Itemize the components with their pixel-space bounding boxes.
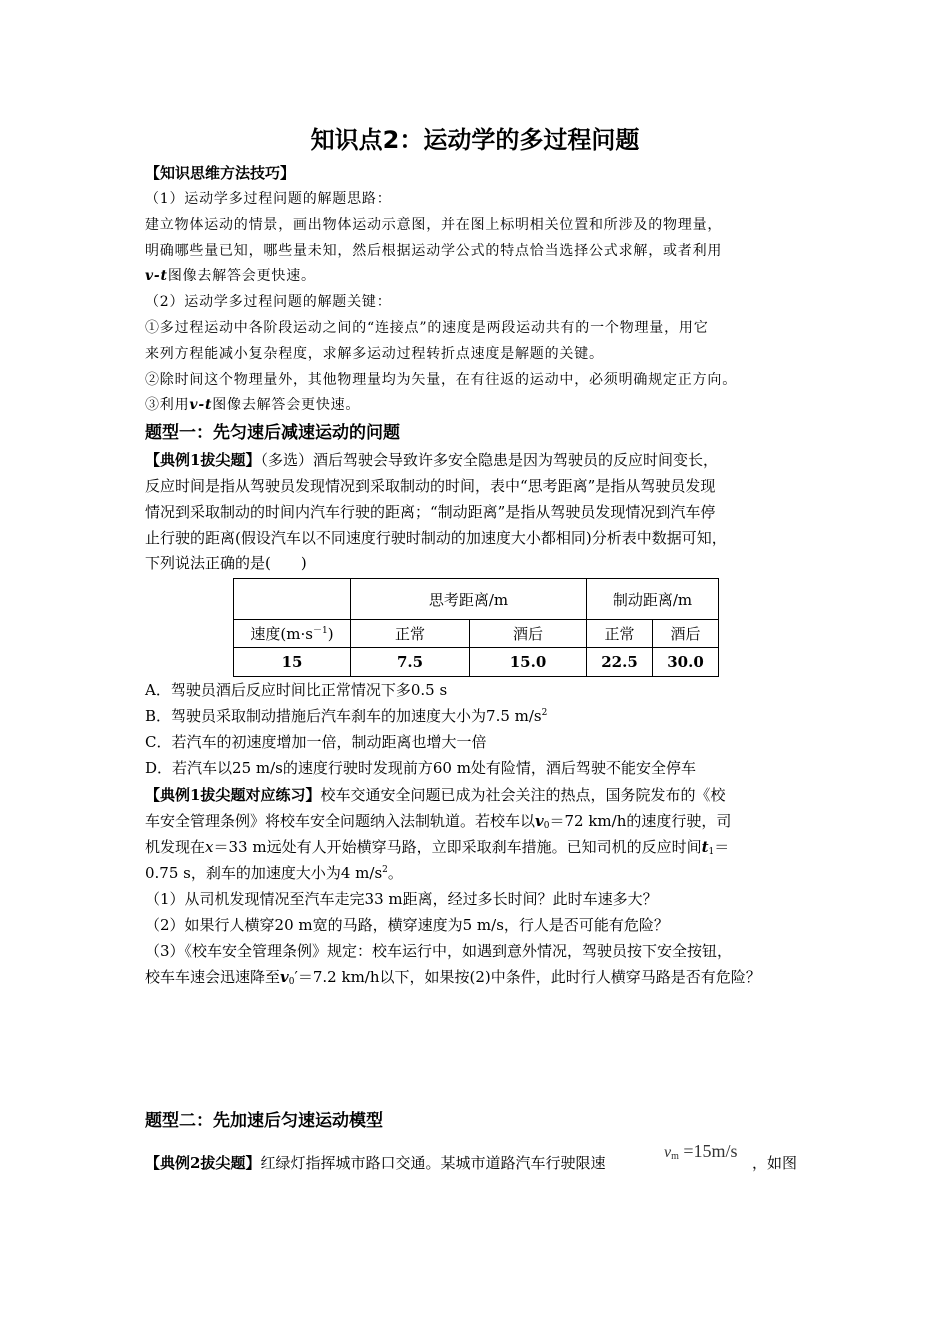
method-k2: ②除时间这个物理量外，其他物理量均为矢量，在有往返的运动中，必须明确规定正方向。 xyxy=(145,372,737,388)
method-p1-label: （1）运动学多过程问题的解题思路： xyxy=(145,191,392,207)
practice-line4-a: 0.75 s，刹车的加速度大小为4 m/s xyxy=(145,864,383,882)
q3-line2-a: 校车车速会迅速降至 xyxy=(145,968,281,986)
method-p1-line3 xyxy=(145,266,316,286)
ex1-line5: 下列说法正确的是( ) xyxy=(145,554,307,572)
speed-label-close: ) xyxy=(327,625,334,643)
method-k1-line2: 来列方程能减小复杂程度，求解多运动过程转折点速度是解题的关键。 xyxy=(145,346,604,362)
v0-prime-subscript: 0 xyxy=(288,977,295,987)
vm-subscript: m xyxy=(671,1151,679,1162)
method-k3-post: 图像去解答会更快速。 xyxy=(212,397,361,413)
method-k3-pre: ③利用 xyxy=(145,397,190,413)
cell-think-normal: 7.5 xyxy=(351,648,470,677)
x-symbol: x xyxy=(205,838,214,856)
ex2-tag: 【典例2拔尖题】 xyxy=(145,1154,261,1172)
ex1-line3: 情况到采取制动的时间内汽车行驶的距离；“制动距离”是指从驾驶员发现情况到汽车停 xyxy=(145,503,716,521)
practice-line4 xyxy=(145,863,403,883)
question-3-line2 xyxy=(145,967,761,987)
practice-line3-b: ＝33 m远处有人开始横穿马路，立即采取刹车措施。已知司机的反应时间 xyxy=(213,838,702,856)
header-think-distance: 思考距离/m xyxy=(351,579,587,620)
ex1-tag: 【典例1拔尖题】 xyxy=(145,451,261,469)
vm-formula xyxy=(664,1141,738,1162)
method-k1-line1: ①多过程运动中各阶段运动之间的“连接点”的速度是两段运动共有的一个物理量，用它 xyxy=(145,320,709,336)
ex2-text: 红绿灯指挥城市路口交通。某城市道路汽车行驶限速 xyxy=(260,1154,606,1172)
distance-table xyxy=(233,578,719,677)
table-row xyxy=(234,648,719,677)
practice-line2-b: ＝72 km/h的速度行驶，司 xyxy=(549,812,732,830)
v0-symbol: v xyxy=(535,812,544,830)
t1-symbol: t xyxy=(701,838,709,856)
method-p1-line2: 明确哪些量已知，哪些量未知，然后根据运动学公式的特点恰当选择公式求解，或者利用 xyxy=(145,243,723,259)
speed-label: 速度(m·s xyxy=(250,625,313,643)
practice-line2 xyxy=(145,811,731,831)
table-subheader-row xyxy=(234,620,719,648)
vt-symbol: v-t xyxy=(145,268,168,284)
practice-line3-c: ＝ xyxy=(714,838,730,856)
ex1-line1 xyxy=(145,450,718,470)
v0-prime-symbol: v xyxy=(280,968,289,986)
method-p2-label: （2）运动学多过程问题的解题关键： xyxy=(145,294,392,310)
cell-speed: 15 xyxy=(234,648,351,677)
type2-heading: 题型二：先加速后匀速运动模型 xyxy=(145,1111,383,1131)
table-corner-cell xyxy=(234,579,351,620)
speed-unit-exp: －1 xyxy=(312,626,328,636)
practice-line2-a: 车安全管理条例》将校车安全问题纳入法制轨道。若校车以 xyxy=(145,812,536,830)
think-normal-header: 正常 xyxy=(351,620,470,648)
option-b-text: B．驾驶员采取制动措施后汽车刹车的加速度大小为7.5 m/s xyxy=(145,707,542,725)
practice-line4-b: 。 xyxy=(387,864,403,882)
question-1: （1）从司机发现情况至汽车走完33 m距离，经过多长时间？此时车速多大？ xyxy=(145,890,658,908)
cell-think-drunk: 15.0 xyxy=(470,648,587,677)
method-k3 xyxy=(145,395,360,415)
v0-subscript: 0 xyxy=(543,821,550,831)
method-p1-line3-text: 图像去解答会更快速。 xyxy=(167,268,316,284)
ex1-line1-text: （多选）酒后驾驶会导致许多安全隐患是因为驾驶员的反应时间变长， xyxy=(260,451,718,469)
practice-line3 xyxy=(145,837,729,857)
cell-brake-drunk: 30.0 xyxy=(653,648,719,677)
practice-line1-text: 校车交通安全问题已成为社会关注的热点，国务院发布的《校 xyxy=(320,786,726,804)
page-title: 知识点2：运动学的多过程问题 xyxy=(310,126,640,154)
table-header-row xyxy=(234,579,719,620)
brake-normal-header: 正常 xyxy=(587,620,653,648)
vm-symbol: v xyxy=(664,1144,672,1161)
ex2-tail: ，如图 xyxy=(752,1154,798,1172)
method-heading: 【知识思维方法技巧】 xyxy=(145,164,296,182)
option-a: A．驾驶员酒后反应时间比正常情况下多0.5 s xyxy=(145,681,448,699)
t1-subscript: 1 xyxy=(708,847,715,857)
type1-heading: 题型一：先匀速后减速运动的问题 xyxy=(145,423,400,443)
cell-brake-normal: 22.5 xyxy=(587,648,653,677)
question-3-line1: （3）《校车安全管理条例》规定：校车运行中，如遇到意外情况，驾驶员按下安全按钮， xyxy=(145,942,733,960)
option-b-exp: 2 xyxy=(541,708,548,718)
brake-drunk-header: 酒后 xyxy=(653,620,719,648)
ex2-line1 xyxy=(145,1153,605,1173)
header-brake-distance: 制动距离/m xyxy=(587,579,719,620)
method-p1-line1: 建立物体运动的情景，画出物体运动示意图，并在图上标明相关位置和所涉及的物理量， xyxy=(145,217,723,233)
option-d: D．若汽车以25 m/s的速度行驶时发现前方60 m处有险情，酒后驾驶不能安全停车 xyxy=(145,759,696,777)
option-b xyxy=(145,706,547,726)
vt-symbol-2: v-t xyxy=(189,397,213,413)
think-drunk-header: 酒后 xyxy=(470,620,587,648)
practice-line3-a: 机发现在 xyxy=(145,838,206,856)
question-2: （2）如果行人横穿20 m宽的马路，横穿速度为5 m/s，行人是否可能有危险？ xyxy=(145,916,669,934)
practice-line1 xyxy=(145,785,725,805)
speed-label-cell xyxy=(234,620,351,648)
practice-tag: 【典例1拔尖题对应练习】 xyxy=(145,786,321,804)
ex1-line4: 止行驶的距离(假设汽车以不同速度行驶时制动的加速度大小都相同)分析表中数据可知， xyxy=(145,529,727,547)
accel-exp: 2 xyxy=(382,865,388,875)
ex1-line2: 反应时间是指从驾驶员发现情况到采取制动的时间，表中“思考距离”是指从驾驶员发现 xyxy=(145,477,716,495)
q3-line2-b: ′＝7.2 km/h以下，如果按(2)中条件，此时行人横穿马路是否有危险？ xyxy=(294,968,761,986)
option-c: C．若汽车的初速度增加一倍，制动距离也增大一倍 xyxy=(145,733,487,751)
vm-value: =15m/s xyxy=(678,1141,738,1161)
